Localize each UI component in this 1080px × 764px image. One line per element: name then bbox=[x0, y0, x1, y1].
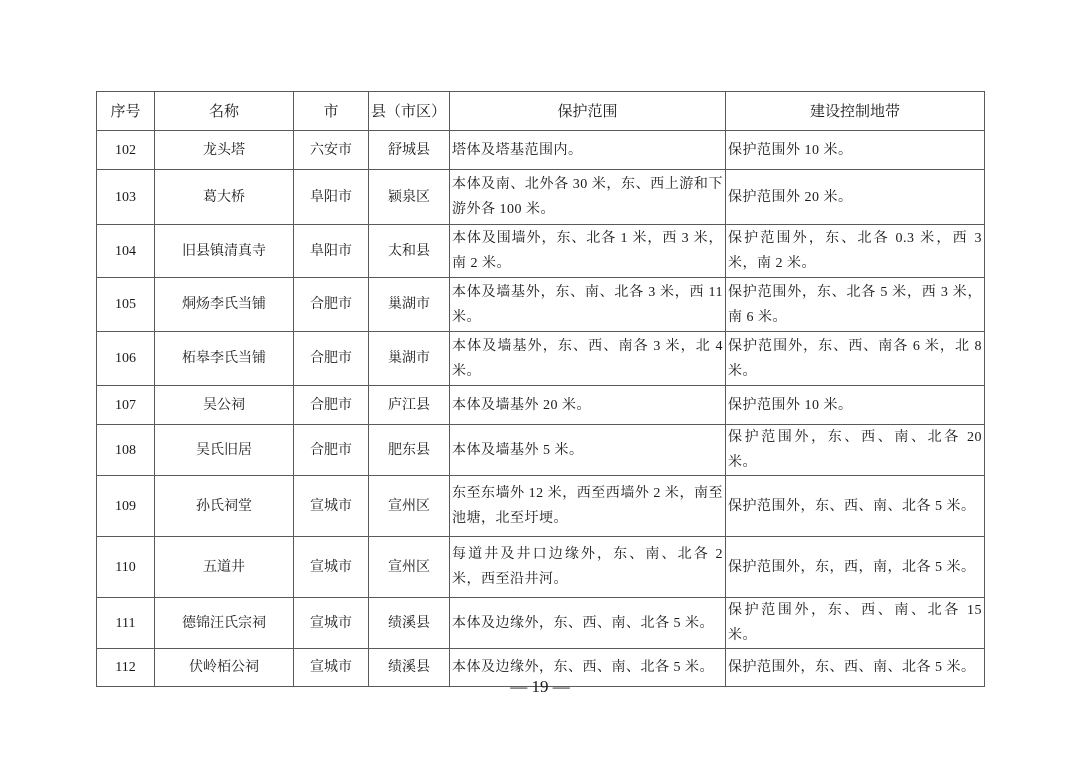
row-index: 109 bbox=[97, 476, 155, 537]
construction-control-cell: 保护范围外 10 米。 bbox=[726, 131, 985, 170]
table-row bbox=[97, 332, 985, 386]
construction-control-cell: 保护范围外，东、西、南、北各 20 米。 bbox=[726, 425, 985, 476]
site-name: 五道井 bbox=[155, 537, 294, 598]
header-county: 县（市区） bbox=[369, 92, 450, 131]
protection-scope-cell: 本体及墙基外 5 米。 bbox=[450, 425, 726, 476]
site-name: 吴氏旧居 bbox=[155, 425, 294, 476]
table-header-row bbox=[97, 92, 985, 131]
protection-scope-cell: 本体及围墙外，东、北各 1 米，西 3 米，南 2 米。 bbox=[450, 225, 726, 278]
county-cell: 宣州区 bbox=[369, 476, 450, 537]
table-row bbox=[97, 170, 985, 225]
site-name: 伏岭栢公祠 bbox=[155, 649, 294, 687]
county-cell: 宣州区 bbox=[369, 537, 450, 598]
protection-scope-cell: 每道井及井口边缘外，东、南、北各 2 米，西至沿井河。 bbox=[450, 537, 726, 598]
row-index: 104 bbox=[97, 225, 155, 278]
county-cell: 舒城县 bbox=[369, 131, 450, 170]
protection-scope-cell: 本体及墙基外 20 米。 bbox=[450, 386, 726, 425]
construction-control-cell: 保护范围外 20 米。 bbox=[726, 170, 985, 225]
site-name: 烔炀李氏当铺 bbox=[155, 278, 294, 332]
construction-control-cell: 保护范围外，东、北各 0.3 米，西 3 米，南 2 米。 bbox=[726, 225, 985, 278]
header-name: 名称 bbox=[155, 92, 294, 131]
table-row bbox=[97, 537, 985, 598]
site-name: 孙氏祠堂 bbox=[155, 476, 294, 537]
county-cell: 绩溪县 bbox=[369, 598, 450, 649]
construction-control-cell: 保护范围外，东、北各 5 米，西 3 米，南 6 米。 bbox=[726, 278, 985, 332]
table-row bbox=[97, 598, 985, 649]
header-protection-scope: 保护范围 bbox=[450, 92, 726, 131]
city-cell: 宣城市 bbox=[294, 537, 369, 598]
row-index: 107 bbox=[97, 386, 155, 425]
site-name: 柘皋李氏当铺 bbox=[155, 332, 294, 386]
city-cell: 宣城市 bbox=[294, 649, 369, 687]
row-index: 105 bbox=[97, 278, 155, 332]
city-cell: 合肥市 bbox=[294, 386, 369, 425]
city-cell: 阜阳市 bbox=[294, 225, 369, 278]
row-index: 108 bbox=[97, 425, 155, 476]
row-index: 111 bbox=[97, 598, 155, 649]
construction-control-cell: 保护范围外，东、西、南、北各 15 米。 bbox=[726, 598, 985, 649]
table-row bbox=[97, 476, 985, 537]
construction-control-cell: 保护范围外，东，西，南，北各 5 米。 bbox=[726, 537, 985, 598]
site-name: 旧县镇清真寺 bbox=[155, 225, 294, 278]
county-cell: 太和县 bbox=[369, 225, 450, 278]
row-index: 102 bbox=[97, 131, 155, 170]
construction-control-cell: 保护范围外，东、西、南、北各 5 米。 bbox=[726, 476, 985, 537]
city-cell: 宣城市 bbox=[294, 476, 369, 537]
table-row bbox=[97, 131, 985, 170]
site-name: 龙头塔 bbox=[155, 131, 294, 170]
row-index: 103 bbox=[97, 170, 155, 225]
construction-control-cell: 保护范围外，东、西、南各 6 米，北 8 米。 bbox=[726, 332, 985, 386]
protection-scope-cell: 塔体及塔基范围内。 bbox=[450, 131, 726, 170]
header-construction-control-zone: 建设控制地带 bbox=[726, 92, 985, 131]
city-cell: 阜阳市 bbox=[294, 170, 369, 225]
county-cell: 巢湖市 bbox=[369, 332, 450, 386]
header-index: 序号 bbox=[97, 92, 155, 131]
heritage-site-table bbox=[96, 91, 985, 687]
county-cell: 庐江县 bbox=[369, 386, 450, 425]
city-cell: 合肥市 bbox=[294, 425, 369, 476]
protection-scope-cell: 本体及边缘外，东、西、南、北各 5 米。 bbox=[450, 649, 726, 687]
site-name: 吴公祠 bbox=[155, 386, 294, 425]
row-index: 106 bbox=[97, 332, 155, 386]
table-row bbox=[97, 225, 985, 278]
page-number: — 19 — bbox=[510, 677, 570, 696]
protection-scope-cell: 东至东墙外 12 米，西至西墙外 2 米，南至池塘，北至圩埂。 bbox=[450, 476, 726, 537]
header-city: 市 bbox=[294, 92, 369, 131]
protection-scope-cell: 本体及南、北外各 30 米，东、西上游和下游外各 100 米。 bbox=[450, 170, 726, 225]
county-cell: 巢湖市 bbox=[369, 278, 450, 332]
construction-control-cell: 保护范围外 10 米。 bbox=[726, 386, 985, 425]
city-cell: 合肥市 bbox=[294, 332, 369, 386]
city-cell: 合肥市 bbox=[294, 278, 369, 332]
city-cell: 宣城市 bbox=[294, 598, 369, 649]
city-cell: 六安市 bbox=[294, 131, 369, 170]
table-row bbox=[97, 386, 985, 425]
row-index: 112 bbox=[97, 649, 155, 687]
row-index: 110 bbox=[97, 537, 155, 598]
county-cell: 肥东县 bbox=[369, 425, 450, 476]
site-name: 葛大桥 bbox=[155, 170, 294, 225]
table-row bbox=[97, 278, 985, 332]
site-name: 德锦汪氏宗祠 bbox=[155, 598, 294, 649]
construction-control-cell: 保护范围外，东、西、南、北各 5 米。 bbox=[726, 649, 985, 687]
table-row bbox=[97, 425, 985, 476]
protection-scope-cell: 本体及墙基外，东、西、南各 3 米，北 4 米。 bbox=[450, 332, 726, 386]
county-cell: 颍泉区 bbox=[369, 170, 450, 225]
protection-scope-cell: 本体及边缘外，东、西、南、北各 5 米。 bbox=[450, 598, 726, 649]
protection-scope-cell: 本体及墙基外，东、南、北各 3 米，西 11 米。 bbox=[450, 278, 726, 332]
county-cell: 绩溪县 bbox=[369, 649, 450, 687]
